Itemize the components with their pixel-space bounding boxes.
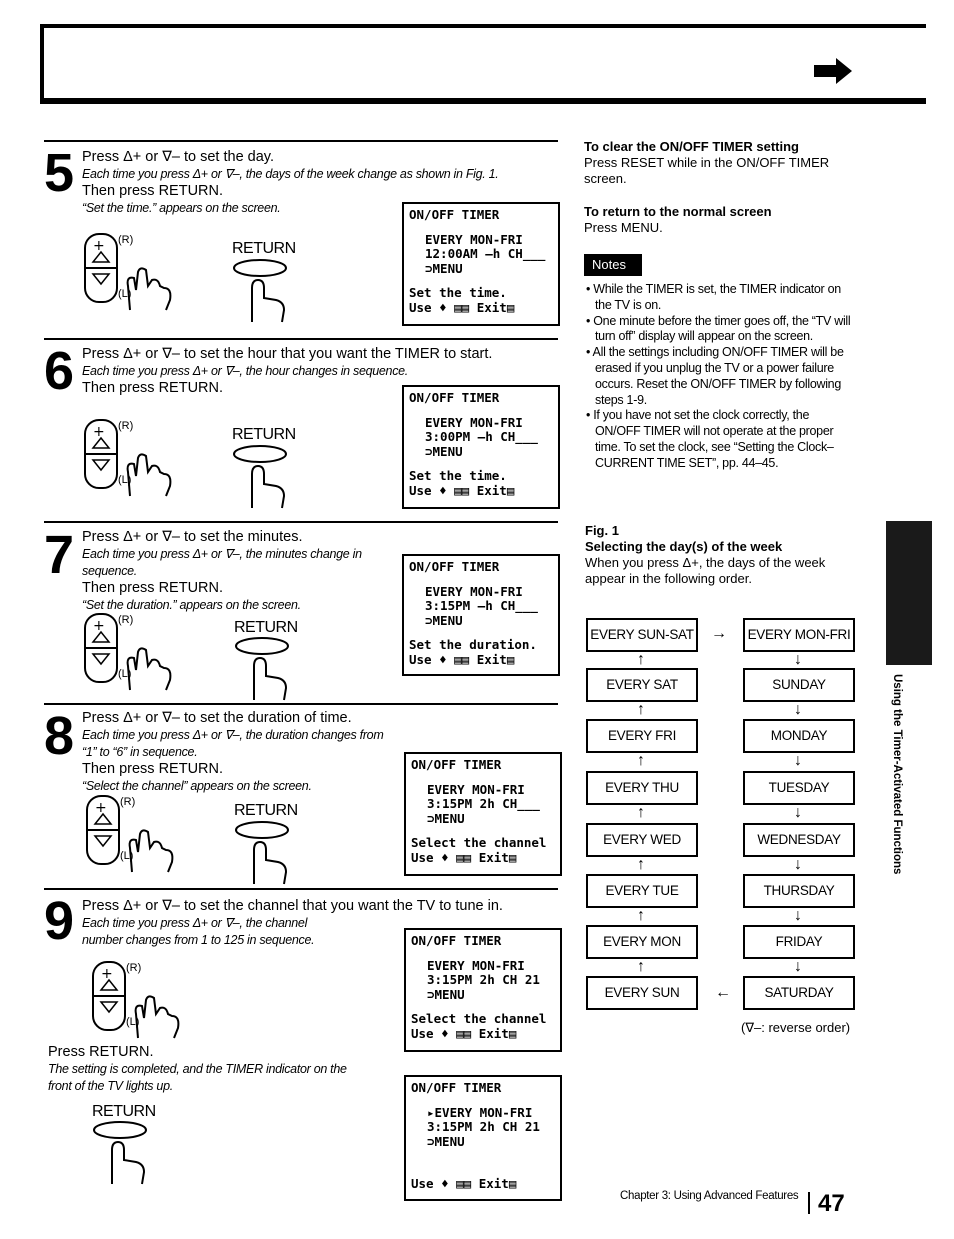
svg-text:+: + <box>101 966 113 982</box>
osd-screen <box>404 1075 562 1201</box>
remote-l-label: (L) <box>126 1016 140 1028</box>
osd-line: Set the duration. <box>409 637 537 652</box>
section-text: Press RESET while in the ON/OFF TIMER screen. <box>584 155 830 186</box>
day-box: WEDNESDAY <box>743 823 855 857</box>
osd-line: EVERY MON-FRI <box>425 231 523 247</box>
side-tab-text: Using the Timer-Activated Functions <box>891 674 903 875</box>
step-note: “Set the duration.” appears on the screen. <box>82 598 301 612</box>
day-box: EVERY MON-FRI <box>743 618 855 652</box>
down-arrow-icon: ↓ <box>794 907 802 924</box>
osd-screen <box>402 385 560 509</box>
page-number: 47 <box>818 1190 845 1217</box>
osd-line: Set the time. <box>409 468 507 483</box>
note-item: • While the TIMER is set, the TIMER indicator on the TV is on. <box>586 282 841 312</box>
up-arrow-icon: ↑ <box>637 856 645 873</box>
divider <box>44 703 558 705</box>
step-instruction: Then press RETURN. <box>82 580 224 596</box>
osd-line: 3:00PM –h CH___ <box>425 429 538 444</box>
day-box: THURSDAY <box>743 874 855 908</box>
figure-label: Fig. 1 <box>585 523 619 538</box>
step-instruction: Press RETURN. <box>48 1044 154 1060</box>
return-label: RETURN <box>92 1103 156 1120</box>
osd-line: Use ♦ ▤▤ Exit▤ <box>409 482 515 498</box>
step-note: Each time you press Δ+ or ∇–, the duration changes from “1” to “6” in sequence. <box>82 728 384 759</box>
remote-r-label: (R) <box>126 962 142 974</box>
osd-line: EVERY MON-FRI <box>427 957 525 973</box>
return-button-icon <box>232 258 292 324</box>
osd-line: ⊃MENU <box>425 443 463 459</box>
osd-line: EVERY MON-FRI <box>425 414 523 430</box>
up-arrow-icon: ↑ <box>637 651 645 668</box>
down-arrow-icon: ↓ <box>794 804 802 821</box>
section-heading: To clear the ON/OFF TIMER setting <box>584 139 799 154</box>
remote-r-label: (R) <box>118 420 134 432</box>
svg-text:+: + <box>93 424 105 440</box>
figure-title: Selecting the day(s) of the week <box>585 539 783 554</box>
down-arrow-icon: ↓ <box>794 651 802 668</box>
day-box: EVERY TUE <box>586 874 698 908</box>
remote-r-label: (R) <box>118 234 134 246</box>
step-instruction: Press Δ+ or ∇– to set the duration of time. <box>82 710 352 726</box>
step-instruction: Press Δ+ or ∇– to set the minutes. <box>82 529 303 545</box>
step-number: 6 <box>44 341 73 401</box>
footer-chapter <box>620 1190 798 1202</box>
step-note: Each time you press Δ+ or ∇–, the days of the week change as shown in Fig. 1. <box>82 167 499 181</box>
step-number: 7 <box>44 525 73 585</box>
reverse-order-note: (∇–: reverse order) <box>741 1020 851 1035</box>
osd-title: ON/OFF TIMER <box>411 933 502 948</box>
divider <box>44 338 558 340</box>
osd-line: Use ♦ ▤▤ Exit▤ <box>411 849 517 865</box>
side-tab-label <box>880 670 903 875</box>
up-arrow-icon: ↑ <box>637 958 645 975</box>
divider <box>44 521 558 523</box>
osd-line: Use ♦ ▤▤ Exit▤ <box>409 651 515 667</box>
figure-text: When you press Δ+, the days of the week appear in the following order. <box>585 555 826 586</box>
note-item: • All the settings including ON/OFF TIMER will be erased if you unplug the TV or a power failure occurs. Reset the ON/OFF TIMER by following steps 1-9. <box>586 345 844 407</box>
down-arrow-icon: ↓ <box>794 752 802 769</box>
step-number: 8 <box>44 706 73 766</box>
step-text <box>82 529 382 614</box>
remote-l-label: (L) <box>118 288 132 300</box>
down-arrow-icon: ↓ <box>794 701 802 718</box>
figure-caption <box>585 523 845 587</box>
osd-title: ON/OFF TIMER <box>411 757 502 772</box>
day-box: FRIDAY <box>743 925 855 959</box>
step-note: The setting is completed, and the TIMER indicator on the front of the TV lights up. <box>48 1062 347 1093</box>
remote-rocker-icon <box>82 790 182 877</box>
day-box: EVERY SUN-SAT <box>586 618 698 652</box>
osd-line: ⊃MENU <box>425 260 463 276</box>
section-text: Press MENU. <box>584 220 663 235</box>
day-box: SATURDAY <box>743 976 855 1010</box>
step-note: “Select the channel” appears on the screen. <box>82 779 312 793</box>
osd-screen <box>404 928 562 1052</box>
notes-list <box>586 282 856 472</box>
osd-line: Use ♦ ▤▤ Exit▤ <box>409 299 515 315</box>
day-box: EVERY SUN <box>586 976 698 1010</box>
chapter-tab <box>886 521 932 665</box>
svg-text:+: + <box>93 618 105 634</box>
remote-rocker-icon <box>88 956 188 1043</box>
return-section <box>584 204 834 236</box>
osd-line: ⊃MENU <box>427 1133 465 1149</box>
return-label: RETURN <box>232 426 296 443</box>
osd-line: EVERY MON-FRI <box>425 583 523 599</box>
remote-rocker-icon <box>80 608 180 695</box>
osd-title: ON/OFF TIMER <box>409 559 500 574</box>
header-bar <box>40 24 926 104</box>
step-note: Each time you press Δ+ or ∇–, the channel number changes from 1 to 125 in sequence. <box>82 916 315 947</box>
osd-title: ON/OFF TIMER <box>409 390 500 405</box>
notes-label: Notes <box>584 254 642 276</box>
osd-line: 3:15PM –h CH___ <box>425 598 538 613</box>
clear-section <box>584 139 834 187</box>
day-box: TUESDAY <box>743 771 855 805</box>
step-note: “Set the time.” appears on the screen. <box>82 201 281 215</box>
osd-line: Use ♦ ▤▤ Exit▤ <box>411 1025 517 1041</box>
note-item: • One minute before the timer goes off, the “TV will turn off” display will appear on the screen. <box>586 313 851 344</box>
osd-screen <box>402 554 560 676</box>
day-box: EVERY WED <box>586 823 698 857</box>
step-number: 9 <box>44 891 73 951</box>
return-button-icon <box>234 820 294 886</box>
day-box: MONDAY <box>743 719 855 753</box>
day-box: EVERY MON <box>586 925 698 959</box>
step-instruction: Press Δ+ or ∇– to set the hour that you want the TIMER to start. <box>82 346 493 362</box>
step-instruction: Press Δ+ or ∇– to set the channel that you want the TV to tune in. <box>82 898 503 914</box>
osd-line: ⊃MENU <box>427 986 465 1002</box>
return-label: RETURN <box>234 802 298 819</box>
up-arrow-icon: ↑ <box>637 804 645 821</box>
divider <box>44 888 558 890</box>
osd-line: 3:15PM 2h CH 21 <box>427 972 540 987</box>
next-arrow-icon <box>814 56 854 86</box>
remote-r-label: (R) <box>118 614 134 626</box>
osd-line: EVERY MON-FRI <box>427 781 525 797</box>
up-arrow-icon: ↑ <box>637 752 645 769</box>
return-label: RETURN <box>232 240 296 257</box>
down-arrow-icon: ↓ <box>794 856 802 873</box>
down-arrow-icon: ↓ <box>794 958 802 975</box>
day-box: EVERY FRI <box>586 719 698 753</box>
osd-title: ON/OFF TIMER <box>409 207 500 222</box>
osd-line: ⊃MENU <box>425 612 463 628</box>
osd-screen <box>404 752 562 876</box>
svg-text:+: + <box>95 800 107 816</box>
osd-line: ⊃MENU <box>427 810 465 826</box>
osd-line: ▸EVERY MON-FRI <box>427 1104 533 1120</box>
return-label: RETURN <box>234 619 298 636</box>
step-instruction: Then press RETURN. <box>82 761 224 777</box>
step-note: Each time you press Δ+ or ∇–, the hour changes in sequence. <box>82 364 408 378</box>
remote-l-label: (L) <box>118 474 132 486</box>
day-box: EVERY THU <box>586 771 698 805</box>
osd-line: Use ♦ ▤▤ Exit▤ <box>411 1176 517 1191</box>
osd-screen <box>402 202 560 326</box>
remote-l-label: (L) <box>118 668 132 680</box>
up-arrow-icon: ↑ <box>637 907 645 924</box>
osd-title: ON/OFF TIMER <box>411 1080 502 1095</box>
osd-line: 3:15PM 2h CH 21 <box>427 1119 540 1134</box>
note-item: • If you have not set the clock correctly, the ON/OFF TIMER will not operate at the proper time. To set the clock, see “Setting the Clock–CURRENT TIME SET”, pp. 44–45. <box>586 408 834 470</box>
remote-r-label: (R) <box>120 796 136 808</box>
return-button-icon <box>232 444 292 510</box>
footer-divider <box>808 1192 810 1214</box>
section-heading: To return to the normal screen <box>584 204 772 219</box>
return-button-icon <box>92 1120 152 1186</box>
step-number: 5 <box>44 143 73 203</box>
left-arrow-icon: ← <box>715 984 731 1001</box>
remote-rocker-icon <box>80 228 180 315</box>
right-arrow-icon: → <box>711 625 727 642</box>
osd-line: Set the time. <box>409 285 507 300</box>
osd-line: Select the channel <box>411 835 547 850</box>
step-instruction: Then press RETURN. <box>82 183 224 199</box>
chapter-title: Chapter 3: Using Advanced Features <box>620 1190 799 1202</box>
remote-rocker-icon <box>80 414 180 501</box>
step-note: Each time you press Δ+ or ∇–, the minutes change in sequence. <box>82 547 362 578</box>
svg-text:+: + <box>93 238 105 254</box>
day-box: SUNDAY <box>743 668 855 702</box>
step-text <box>82 710 392 795</box>
divider <box>44 140 558 142</box>
osd-line: 3:15PM 2h CH___ <box>427 796 540 811</box>
step-instruction: Press Δ+ or ∇– to set the day. <box>82 149 274 165</box>
osd-line: 12:00AM –h CH___ <box>425 246 546 261</box>
remote-l-label: (L) <box>120 850 134 862</box>
up-arrow-icon: ↑ <box>637 701 645 718</box>
osd-line: Select the channel <box>411 1011 547 1026</box>
step-instruction: Then press RETURN. <box>82 380 224 396</box>
step-text <box>48 1044 358 1095</box>
day-box: EVERY SAT <box>586 668 698 702</box>
return-button-icon <box>234 636 294 702</box>
